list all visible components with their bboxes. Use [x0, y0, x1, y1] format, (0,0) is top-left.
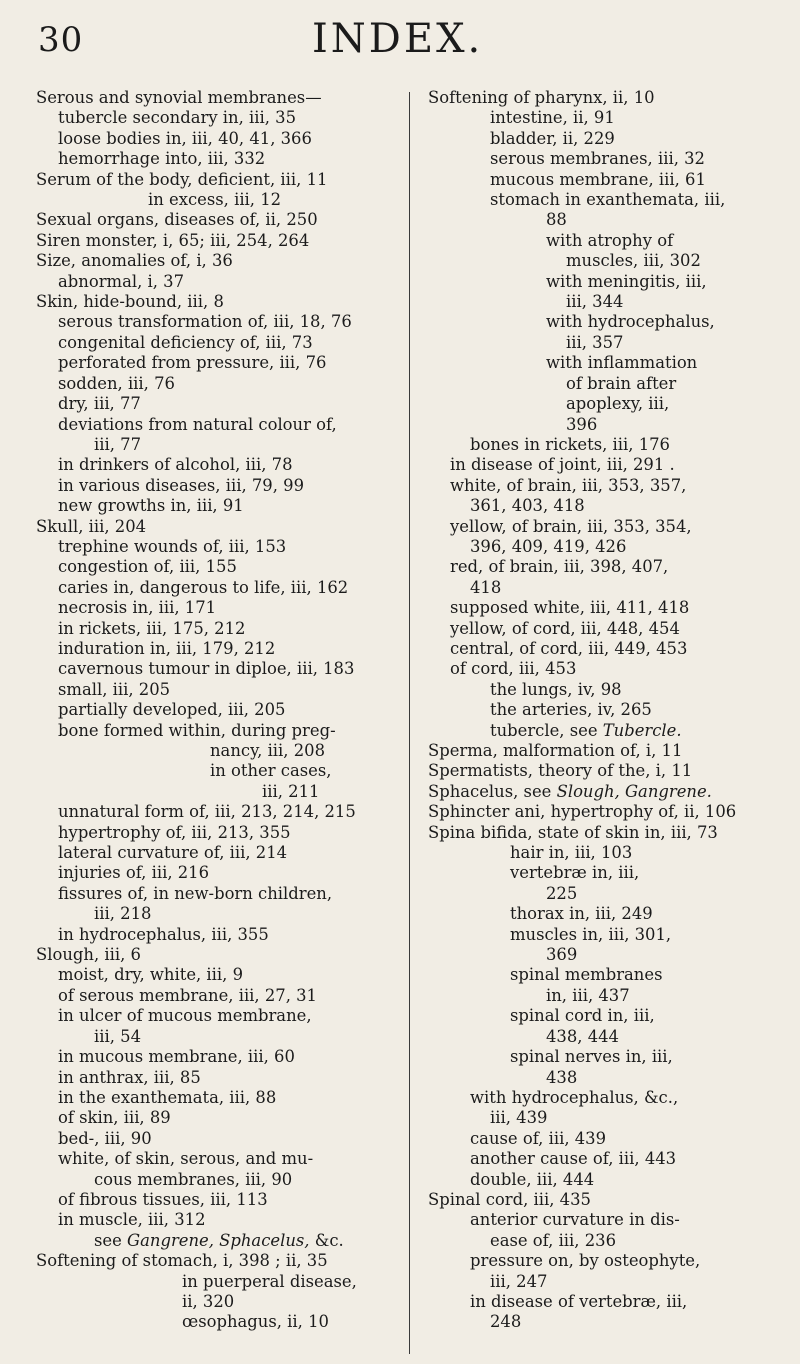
index-entry-line: Sphincter ani, hypertrophy of, ii, 106	[428, 802, 737, 822]
index-entry-line: nancy, iii, 208	[210, 741, 325, 760]
index-entry-line: Spina bifida, state of skin in, iii, 73	[428, 822, 718, 842]
index-entry-line: loose bodies in, iii, 40, 41, 366	[58, 128, 312, 148]
index-entry-line: pressure on, by osteophyte,	[470, 1251, 701, 1271]
index-entry-line: Softening of pharynx, ii, 10	[428, 88, 655, 107]
index-entry-line: yellow, of cord, iii, 448, 454	[450, 618, 680, 638]
index-entry-line: hair in, iii, 103	[510, 843, 633, 863]
index-entry-line: in excess, iii, 12	[148, 190, 282, 210]
page-title: INDEX.	[312, 16, 484, 62]
index-entry-line: Size, anomalies of, i, 36	[36, 251, 233, 271]
index-entry-line	[428, 721, 784, 741]
index-entry-line: in rickets, iii, 175, 212	[58, 618, 246, 638]
index-entry-line: bones in rickets, iii, 176	[470, 434, 670, 454]
index-entry-line: Serous and synovial membranes—	[36, 88, 322, 107]
index-entry-line: Sperma, malformation of, i, 11	[428, 741, 683, 760]
index-entry-line: of skin, iii, 89	[58, 1108, 171, 1128]
index-entry-line: in disease of joint, iii, 291 .	[450, 455, 675, 475]
index-entry-line: caries in, dangerous to life, iii, 162	[58, 577, 349, 597]
index-entry-line: serous membranes, iii, 32	[490, 149, 705, 169]
index-entry-line: in hydrocephalus, iii, 355	[58, 924, 269, 944]
index-entry-line: Siren monster, i, 65; iii, 254, 264	[36, 230, 310, 250]
index-entry-line: Sexual organs, diseases of, ii, 250	[36, 210, 318, 230]
index-entry-line: 396, 409, 419, 426	[470, 536, 627, 556]
index-entry-line: 396	[566, 414, 598, 434]
index-entry-line: Slough, iii, 6	[36, 945, 141, 965]
index-entry-line: of cord, iii, 453	[450, 659, 577, 679]
index-entry-line: iii, 344	[566, 292, 624, 312]
index-entry-line: serous transformation of, iii, 18, 76	[58, 312, 352, 332]
index-entry-line: 369	[546, 945, 578, 965]
page-number: 30	[38, 20, 84, 60]
index-entry-line: Skull, iii, 204	[36, 516, 147, 536]
cross-reference-italic: Slough, Gangrene.	[556, 781, 712, 801]
index-entry-line: white, of brain, iii, 353, 357,	[450, 475, 687, 495]
entry-text: tubercle, see	[490, 720, 603, 740]
index-entry-line: unnatural form of, iii, 213, 214, 215	[58, 802, 356, 822]
column-divider	[409, 92, 410, 1354]
index-entry-line: induration in, iii, 179, 212	[58, 638, 276, 658]
index-entry-line: of brain after	[566, 373, 677, 393]
index-entry-line: 418	[470, 577, 502, 597]
index-entry-line: intestine, ii, 91	[490, 108, 615, 128]
index-entry-line: spinal nerves in, iii,	[510, 1047, 673, 1067]
index-entry-line: congenital deficiency of, iii, 73	[58, 332, 313, 352]
index-entry-line: 438	[546, 1067, 578, 1087]
index-entry-line: central, of cord, iii, 449, 453	[450, 638, 688, 658]
entry-text: &c.	[309, 1230, 344, 1250]
index-entry-line: small, iii, 205	[58, 679, 171, 699]
index-entry-line: apoplexy, iii,	[566, 394, 670, 414]
entry-text: Sphacelus, see	[428, 781, 557, 801]
index-entry-line: the lungs, iv, 98	[490, 679, 622, 699]
index-entry-line: with meningitis, iii,	[546, 271, 707, 291]
index-entry-line: red, of brain, iii, 398, 407,	[450, 557, 669, 577]
index-entry-line: another cause of, iii, 443	[470, 1149, 677, 1169]
index-entry-line: 361, 403, 418	[470, 496, 585, 516]
index-entry-line: deviations from natural colour of,	[58, 414, 337, 434]
index-entry-line: iii, 247	[490, 1271, 548, 1291]
index-entry-line: in muscle, iii, 312	[58, 1210, 206, 1230]
index-entry-line: spinal cord in, iii,	[510, 1006, 655, 1026]
index-entry-line: ease of, iii, 236	[490, 1230, 616, 1250]
index-entry-line: sodden, iii, 76	[58, 373, 175, 393]
index-entry-line: bone formed within, during preg-	[58, 720, 336, 740]
index-entry-line: in disease of vertebræ, iii,	[470, 1291, 688, 1311]
index-entry-line: in ulcer of mucous membrane,	[58, 1006, 312, 1026]
index-entry-line: ii, 320	[182, 1291, 235, 1311]
index-entry-line: with atrophy of	[546, 230, 674, 250]
index-column-right	[428, 88, 784, 1333]
index-entry-line: in drinkers of alcohol, iii, 78	[58, 455, 293, 475]
index-entry-line: yellow, of brain, iii, 353, 354,	[450, 516, 692, 536]
index-entry-line: perforated from pressure, iii, 76	[58, 353, 327, 373]
index-entry-line: muscles, iii, 302	[566, 251, 701, 271]
index-entry-line: new growths in, iii, 91	[58, 496, 244, 516]
index-entry-line: 225	[546, 883, 578, 903]
index-entry-line: anterior curvature in dis-	[470, 1210, 680, 1230]
index-entry-line: necrosis in, iii, 171	[58, 598, 217, 618]
index-entry-line: dry, iii, 77	[58, 394, 141, 414]
index-column-left	[36, 88, 396, 1333]
index-entry-line: moist, dry, white, iii, 9	[58, 965, 244, 985]
index-entry-line: bladder, ii, 229	[490, 128, 615, 148]
index-entry-line: abnormal, i, 37	[58, 271, 185, 291]
index-entry-line: cause of, iii, 439	[470, 1128, 607, 1148]
index-entry-line	[36, 1231, 396, 1251]
index-entry-line: Softening of stomach, i, 398 ; ii, 35	[36, 1251, 328, 1271]
index-entry-line: with hydrocephalus,	[546, 312, 715, 332]
index-entry-line: fissures of, in new-born children,	[58, 883, 333, 903]
cross-reference-italic: Gangrene, Sphacelus,	[127, 1230, 310, 1250]
index-entry-line: in the exanthemata, iii, 88	[58, 1087, 277, 1107]
index-entry-line: partially developed, iii, 205	[58, 700, 286, 720]
index-entry-line: with hydrocephalus, &c.,	[470, 1087, 679, 1107]
index-entry-line: iii, 357	[566, 332, 624, 352]
index-entry-line: hemorrhage into, iii, 332	[58, 149, 266, 169]
index-entry-line: bed-, iii, 90	[58, 1128, 152, 1148]
index-entry-line: 248	[490, 1312, 522, 1332]
cross-reference-italic: Tubercle.	[602, 720, 682, 740]
index-entry-line: lateral curvature of, iii, 214	[58, 843, 288, 863]
index-entry-line: double, iii, 444	[470, 1169, 595, 1189]
index-entry-line: with inflammation	[546, 353, 698, 373]
index-entry-line: congestion of, iii, 155	[58, 557, 237, 577]
index-entry-line: 88	[546, 210, 567, 230]
index-entry-line: trephine wounds of, iii, 153	[58, 536, 287, 556]
index-entry-line: supposed white, iii, 411, 418	[450, 598, 690, 618]
entry-text: see	[94, 1230, 128, 1250]
index-entry-line: 438, 444	[546, 1026, 619, 1046]
index-entry-line: muscles in, iii, 301,	[510, 924, 672, 944]
index-entry-line: œsophagus, ii, 10	[182, 1312, 329, 1332]
index-entry-line: thorax in, iii, 249	[510, 904, 653, 924]
index-entry-line: stomach in exanthemata, iii,	[490, 190, 726, 210]
index-entry-line: of serous membrane, iii, 27, 31	[58, 985, 317, 1005]
index-entry-line: in mucous membrane, iii, 60	[58, 1047, 295, 1067]
index-entry-line	[428, 782, 784, 802]
index-entry-line: of fibrous tissues, iii, 113	[58, 1189, 268, 1209]
index-entry-line: iii, 77	[94, 434, 142, 454]
index-entry-line: white, of skin, serous, and mu-	[58, 1149, 314, 1169]
index-entry-line: in anthrax, iii, 85	[58, 1067, 201, 1087]
index-entry-line: the arteries, iv, 265	[490, 700, 652, 720]
index-entry-line: cavernous tumour in diploe, iii, 183	[58, 659, 355, 679]
index-entry-line: iii, 439	[490, 1108, 548, 1128]
index-entry-line: iii, 54	[94, 1026, 142, 1046]
index-entry-line: Serum of the body, deficient, iii, 11	[36, 169, 328, 189]
index-entry-line: Spermatists, theory of the, i, 11	[428, 761, 693, 781]
index-entry-line: Skin, hide-bound, iii, 8	[36, 292, 224, 312]
index-entry-line: in various diseases, iii, 79, 99	[58, 475, 305, 495]
index-entry-line: hypertrophy of, iii, 213, 355	[58, 822, 291, 842]
index-entry-line: spinal membranes	[510, 965, 663, 985]
index-entry-line: iii, 218	[94, 904, 152, 924]
index-entry-line: vertebræ in, iii,	[510, 863, 640, 883]
index-entry-line: cous membranes, iii, 90	[94, 1169, 293, 1189]
index-entry-line: Spinal cord, iii, 435	[428, 1189, 591, 1209]
index-entry-line: in other cases,	[210, 761, 332, 781]
index-entry-line: mucous membrane, iii, 61	[490, 169, 706, 189]
index-entry-line: iii, 211	[262, 781, 320, 801]
index-entry-line: in, iii, 437	[546, 985, 630, 1005]
index-entry-line: in puerperal disease,	[182, 1271, 357, 1291]
index-entry-line: injuries of, iii, 216	[58, 863, 210, 883]
index-entry-line: tubercle secondary in, iii, 35	[58, 108, 297, 128]
